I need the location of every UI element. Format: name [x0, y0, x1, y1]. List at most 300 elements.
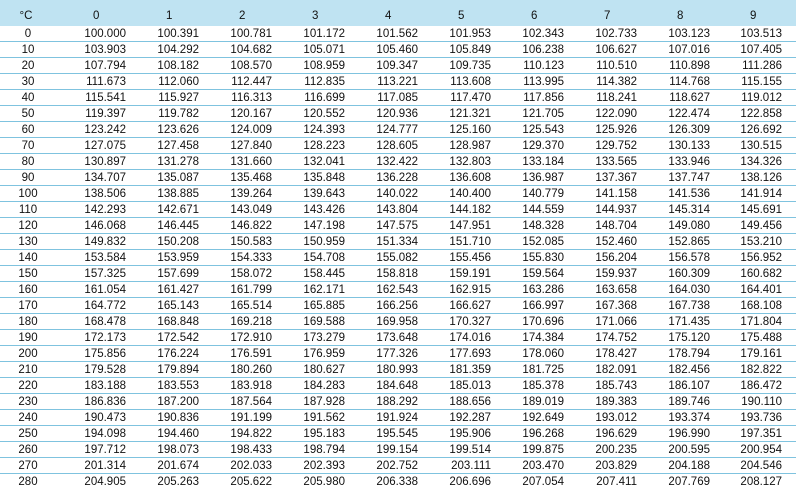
resistance-cell: 166.627 — [431, 298, 504, 314]
resistance-cell: 148.704 — [577, 218, 650, 234]
resistance-cell: 146.445 — [139, 218, 212, 234]
resistance-cell: 182.822 — [723, 362, 796, 378]
resistance-cell: 112.835 — [285, 74, 358, 90]
resistance-cell: 193.012 — [577, 410, 650, 426]
resistance-cell: 186.836 — [66, 394, 139, 410]
table-row — [0, 24, 796, 42]
header-cell-unit: °C — [0, 2, 66, 24]
resistance-cell: 189.746 — [650, 394, 723, 410]
resistance-cell: 156.578 — [650, 250, 723, 266]
resistance-cell: 157.699 — [139, 266, 212, 282]
temperature-cell: 200 — [0, 346, 66, 362]
resistance-cell: 195.906 — [431, 426, 504, 442]
resistance-cell: 161.054 — [66, 282, 139, 298]
resistance-cell: 129.370 — [504, 138, 577, 154]
resistance-cell: 183.553 — [139, 378, 212, 394]
temperature-cell: 220 — [0, 378, 66, 394]
table-row — [0, 170, 796, 186]
resistance-cell: 107.016 — [650, 42, 723, 58]
header-cell-digit: 8 — [650, 2, 723, 24]
resistance-cell: 134.326 — [723, 154, 796, 170]
resistance-cell: 129.752 — [577, 138, 650, 154]
resistance-cell: 152.460 — [577, 234, 650, 250]
resistance-cell: 106.238 — [504, 42, 577, 58]
resistance-cell: 137.367 — [577, 170, 650, 186]
table-row — [0, 362, 796, 378]
temperature-cell: 30 — [0, 74, 66, 90]
resistance-cell: 150.959 — [285, 234, 358, 250]
resistance-cell: 176.224 — [139, 346, 212, 362]
resistance-cell: 197.351 — [723, 426, 796, 442]
resistance-cell: 140.022 — [358, 186, 431, 202]
resistance-cell: 199.154 — [358, 442, 431, 458]
resistance-cell: 165.143 — [139, 298, 212, 314]
temperature-cell: 110 — [0, 202, 66, 218]
resistance-cell: 152.865 — [650, 234, 723, 250]
resistance-cell: 155.456 — [431, 250, 504, 266]
resistance-cell: 107.794 — [66, 58, 139, 74]
resistance-cell: 134.707 — [66, 170, 139, 186]
resistance-cell: 198.433 — [212, 442, 285, 458]
resistance-cell: 148.328 — [504, 218, 577, 234]
resistance-cell: 130.515 — [723, 138, 796, 154]
header-cell-digit: 2 — [212, 2, 285, 24]
resistance-cell: 161.427 — [139, 282, 212, 298]
table-row — [0, 42, 796, 58]
temperature-cell: 0 — [0, 24, 66, 42]
resistance-cell: 178.060 — [504, 346, 577, 362]
resistance-cell: 124.009 — [212, 122, 285, 138]
resistance-cell: 199.875 — [504, 442, 577, 458]
resistance-cell: 162.543 — [358, 282, 431, 298]
resistance-cell: 202.033 — [212, 458, 285, 474]
resistance-cell: 110.510 — [577, 58, 650, 74]
temperature-cell: 70 — [0, 138, 66, 154]
resistance-cell: 118.241 — [577, 90, 650, 106]
resistance-cell: 179.161 — [723, 346, 796, 362]
resistance-cell: 102.733 — [577, 24, 650, 42]
resistance-cell: 194.460 — [139, 426, 212, 442]
resistance-cell: 103.513 — [723, 24, 796, 42]
resistance-cell: 192.649 — [504, 410, 577, 426]
resistance-cell: 185.378 — [504, 378, 577, 394]
resistance-cell: 169.588 — [285, 314, 358, 330]
resistance-cell: 154.333 — [212, 250, 285, 266]
resistance-cell: 144.937 — [577, 202, 650, 218]
resistance-cell: 121.705 — [504, 106, 577, 122]
resistance-cell: 198.794 — [285, 442, 358, 458]
resistance-cell: 179.894 — [139, 362, 212, 378]
resistance-cell: 196.268 — [504, 426, 577, 442]
resistance-cell: 112.447 — [212, 74, 285, 90]
resistance-cell: 141.914 — [723, 186, 796, 202]
temperature-cell: 50 — [0, 106, 66, 122]
resistance-cell: 158.445 — [285, 266, 358, 282]
resistance-cell: 182.091 — [577, 362, 650, 378]
resistance-cell: 204.188 — [650, 458, 723, 474]
resistance-cell: 145.691 — [723, 202, 796, 218]
resistance-cell: 188.292 — [358, 394, 431, 410]
resistance-cell: 100.781 — [212, 24, 285, 42]
resistance-cell: 171.804 — [723, 314, 796, 330]
resistance-cell: 135.848 — [285, 170, 358, 186]
resistance-cell: 184.648 — [358, 378, 431, 394]
resistance-cell: 168.478 — [66, 314, 139, 330]
resistance-cell: 198.073 — [139, 442, 212, 458]
resistance-cell: 207.769 — [650, 474, 723, 486]
resistance-cell: 144.559 — [504, 202, 577, 218]
resistance-cell: 172.542 — [139, 330, 212, 346]
resistance-cell: 146.822 — [212, 218, 285, 234]
table-row — [0, 202, 796, 218]
resistance-cell: 146.068 — [66, 218, 139, 234]
resistance-cell: 189.019 — [504, 394, 577, 410]
resistance-cell: 180.627 — [285, 362, 358, 378]
temperature-cell: 270 — [0, 458, 66, 474]
resistance-cell: 151.334 — [358, 234, 431, 250]
header-cell-digit: 1 — [139, 2, 212, 24]
resistance-cell: 176.959 — [285, 346, 358, 362]
table-body — [0, 24, 796, 486]
resistance-cell: 199.514 — [431, 442, 504, 458]
resistance-cell: 191.199 — [212, 410, 285, 426]
resistance-cell: 133.184 — [504, 154, 577, 170]
resistance-cell: 187.564 — [212, 394, 285, 410]
resistance-cell: 172.910 — [212, 330, 285, 346]
resistance-cell: 131.278 — [139, 154, 212, 170]
temperature-cell: 90 — [0, 170, 66, 186]
resistance-cell: 111.673 — [66, 74, 139, 90]
resistance-cell: 120.936 — [358, 106, 431, 122]
resistance-cell: 104.682 — [212, 42, 285, 58]
resistance-cell: 205.263 — [139, 474, 212, 486]
resistance-cell: 159.937 — [577, 266, 650, 282]
resistance-cell: 118.627 — [650, 90, 723, 106]
resistance-cell: 166.256 — [358, 298, 431, 314]
table-row — [0, 218, 796, 234]
resistance-cell: 106.627 — [577, 42, 650, 58]
temperature-cell: 140 — [0, 250, 66, 266]
temperature-cell: 230 — [0, 394, 66, 410]
resistance-cell: 175.120 — [650, 330, 723, 346]
resistance-cell: 205.980 — [285, 474, 358, 486]
resistance-cell: 138.126 — [723, 170, 796, 186]
resistance-cell: 190.473 — [66, 410, 139, 426]
resistance-cell: 119.012 — [723, 90, 796, 106]
table-header — [0, 2, 796, 24]
resistance-cell: 113.608 — [431, 74, 504, 90]
resistance-cell: 147.575 — [358, 218, 431, 234]
table-row — [0, 138, 796, 154]
temperature-cell: 160 — [0, 282, 66, 298]
resistance-cell: 155.082 — [358, 250, 431, 266]
resistance-cell: 153.959 — [139, 250, 212, 266]
resistance-cell: 140.779 — [504, 186, 577, 202]
table-row — [0, 346, 796, 362]
resistance-cell: 164.030 — [650, 282, 723, 298]
resistance-cell: 100.000 — [66, 24, 139, 42]
resistance-cell: 110.123 — [504, 58, 577, 74]
resistance-cell: 157.325 — [66, 266, 139, 282]
table-row — [0, 154, 796, 170]
resistance-cell: 143.049 — [212, 202, 285, 218]
resistance-cell: 135.087 — [139, 170, 212, 186]
resistance-cell: 189.383 — [577, 394, 650, 410]
resistance-cell: 122.858 — [723, 106, 796, 122]
resistance-cell: 159.564 — [504, 266, 577, 282]
resistance-cell: 149.456 — [723, 218, 796, 234]
temperature-cell: 170 — [0, 298, 66, 314]
resistance-cell: 163.286 — [504, 282, 577, 298]
resistance-cell: 169.958 — [358, 314, 431, 330]
resistance-cell: 175.856 — [66, 346, 139, 362]
resistance-cell: 139.643 — [285, 186, 358, 202]
resistance-cell: 120.167 — [212, 106, 285, 122]
resistance-cell: 126.692 — [723, 122, 796, 138]
resistance-cell: 156.204 — [577, 250, 650, 266]
resistance-cell: 156.952 — [723, 250, 796, 266]
resistance-cell: 193.374 — [650, 410, 723, 426]
resistance-cell: 201.674 — [139, 458, 212, 474]
resistance-cell: 115.927 — [139, 90, 212, 106]
resistance-cell: 202.752 — [358, 458, 431, 474]
resistance-cell: 170.696 — [504, 314, 577, 330]
resistance-cell: 188.656 — [431, 394, 504, 410]
resistance-cell: 153.210 — [723, 234, 796, 250]
resistance-cell: 132.422 — [358, 154, 431, 170]
resistance-cell: 203.470 — [504, 458, 577, 474]
resistance-cell: 190.836 — [139, 410, 212, 426]
resistance-cell: 160.682 — [723, 266, 796, 282]
resistance-cell: 144.182 — [431, 202, 504, 218]
resistance-cell: 136.608 — [431, 170, 504, 186]
table-row — [0, 426, 796, 442]
resistance-cell: 130.897 — [66, 154, 139, 170]
resistance-cell: 122.090 — [577, 106, 650, 122]
resistance-cell: 159.191 — [431, 266, 504, 282]
resistance-cell: 103.123 — [650, 24, 723, 42]
temperature-cell: 10 — [0, 42, 66, 58]
resistance-cell: 185.743 — [577, 378, 650, 394]
table-row — [0, 282, 796, 298]
resistance-cell: 178.794 — [650, 346, 723, 362]
resistance-cell: 195.545 — [358, 426, 431, 442]
resistance-cell: 102.343 — [504, 24, 577, 42]
resistance-cell: 200.235 — [577, 442, 650, 458]
table-row — [0, 122, 796, 138]
resistance-cell: 135.468 — [212, 170, 285, 186]
resistance-cell: 132.803 — [431, 154, 504, 170]
temperature-cell: 80 — [0, 154, 66, 170]
resistance-cell: 123.626 — [139, 122, 212, 138]
resistance-cell: 119.397 — [66, 106, 139, 122]
resistance-cell: 180.993 — [358, 362, 431, 378]
resistance-cell: 125.543 — [504, 122, 577, 138]
resistance-cell: 128.605 — [358, 138, 431, 154]
resistance-cell: 121.321 — [431, 106, 504, 122]
resistance-cell: 109.735 — [431, 58, 504, 74]
resistance-cell: 195.183 — [285, 426, 358, 442]
resistance-cell: 161.799 — [212, 282, 285, 298]
header-cell-digit: 6 — [504, 2, 577, 24]
resistance-cell: 127.075 — [66, 138, 139, 154]
table-row — [0, 378, 796, 394]
resistance-cell: 117.470 — [431, 90, 504, 106]
table-row — [0, 330, 796, 346]
resistance-cell: 138.885 — [139, 186, 212, 202]
resistance-cell: 141.158 — [577, 186, 650, 202]
resistance-cell: 164.772 — [66, 298, 139, 314]
resistance-cell: 117.085 — [358, 90, 431, 106]
resistance-cell: 105.071 — [285, 42, 358, 58]
resistance-cell: 137.747 — [650, 170, 723, 186]
resistance-cell: 197.712 — [66, 442, 139, 458]
resistance-cell: 173.648 — [358, 330, 431, 346]
resistance-cell: 132.041 — [285, 154, 358, 170]
resistance-cell: 200.595 — [650, 442, 723, 458]
table-row — [0, 474, 796, 486]
resistance-cell: 133.946 — [650, 154, 723, 170]
resistance-cell: 108.959 — [285, 58, 358, 74]
resistance-cell: 205.622 — [212, 474, 285, 486]
resistance-cell: 196.629 — [577, 426, 650, 442]
resistance-cell: 203.111 — [431, 458, 504, 474]
header-cell-digit: 4 — [358, 2, 431, 24]
resistance-cell: 149.080 — [650, 218, 723, 234]
resistance-cell: 101.562 — [358, 24, 431, 42]
resistance-cell: 142.671 — [139, 202, 212, 218]
resistance-cell: 142.293 — [66, 202, 139, 218]
resistance-cell: 143.426 — [285, 202, 358, 218]
resistance-cell: 141.536 — [650, 186, 723, 202]
resistance-cell: 179.528 — [66, 362, 139, 378]
resistance-cell: 101.172 — [285, 24, 358, 42]
resistance-cell: 180.260 — [212, 362, 285, 378]
table-row — [0, 410, 796, 426]
resistance-cell: 100.391 — [139, 24, 212, 42]
resistance-cell: 108.182 — [139, 58, 212, 74]
resistance-cell: 107.405 — [723, 42, 796, 58]
temperature-cell: 40 — [0, 90, 66, 106]
resistance-cell: 194.098 — [66, 426, 139, 442]
resistance-cell: 187.200 — [139, 394, 212, 410]
resistance-cell: 115.541 — [66, 90, 139, 106]
resistance-cell: 104.292 — [139, 42, 212, 58]
resistance-cell: 150.583 — [212, 234, 285, 250]
table-row — [0, 394, 796, 410]
resistance-cell: 177.693 — [431, 346, 504, 362]
resistance-cell: 145.314 — [650, 202, 723, 218]
resistance-cell: 174.016 — [431, 330, 504, 346]
resistance-cell: 187.928 — [285, 394, 358, 410]
resistance-cell: 177.326 — [358, 346, 431, 362]
resistance-cell: 206.696 — [431, 474, 504, 486]
resistance-cell: 171.435 — [650, 314, 723, 330]
resistance-cell: 150.208 — [139, 234, 212, 250]
resistance-cell: 174.752 — [577, 330, 650, 346]
temperature-cell: 180 — [0, 314, 66, 330]
resistance-cell: 158.072 — [212, 266, 285, 282]
temperature-cell: 60 — [0, 122, 66, 138]
resistance-cell: 204.905 — [66, 474, 139, 486]
resistance-cell: 208.127 — [723, 474, 796, 486]
temperature-cell: 260 — [0, 442, 66, 458]
temperature-cell: 280 — [0, 474, 66, 486]
resistance-cell: 185.013 — [431, 378, 504, 394]
resistance-cell: 174.384 — [504, 330, 577, 346]
resistance-cell: 184.283 — [285, 378, 358, 394]
resistance-cell: 181.725 — [504, 362, 577, 378]
table-row — [0, 90, 796, 106]
resistance-cell: 200.954 — [723, 442, 796, 458]
resistance-cell: 178.427 — [577, 346, 650, 362]
temperature-cell: 250 — [0, 426, 66, 442]
header-cell-digit: 7 — [577, 2, 650, 24]
table-row — [0, 266, 796, 282]
resistance-cell: 127.840 — [212, 138, 285, 154]
resistance-cell: 125.926 — [577, 122, 650, 138]
table-row — [0, 442, 796, 458]
resistance-cell: 206.338 — [358, 474, 431, 486]
resistance-cell: 153.584 — [66, 250, 139, 266]
resistance-cell: 191.562 — [285, 410, 358, 426]
header-cell-digit: 9 — [723, 2, 796, 24]
resistance-cell: 204.546 — [723, 458, 796, 474]
resistance-cell: 114.382 — [577, 74, 650, 90]
resistance-cell: 182.456 — [650, 362, 723, 378]
temperature-cell: 20 — [0, 58, 66, 74]
table-row — [0, 250, 796, 266]
resistance-cell: 124.393 — [285, 122, 358, 138]
resistance-cell: 186.472 — [723, 378, 796, 394]
resistance-cell: 203.829 — [577, 458, 650, 474]
table-row — [0, 458, 796, 474]
resistance-cell: 133.565 — [577, 154, 650, 170]
resistance-cell: 166.997 — [504, 298, 577, 314]
resistance-cell: 169.218 — [212, 314, 285, 330]
resistance-cell: 183.918 — [212, 378, 285, 394]
resistance-cell: 167.738 — [650, 298, 723, 314]
header-cell-digit: 0 — [66, 2, 139, 24]
temperature-cell: 150 — [0, 266, 66, 282]
header-cell-digit: 3 — [285, 2, 358, 24]
resistance-cell: 207.411 — [577, 474, 650, 486]
resistance-cell: 165.885 — [285, 298, 358, 314]
resistance-cell: 122.474 — [650, 106, 723, 122]
temperature-cell: 100 — [0, 186, 66, 202]
resistance-cell: 191.924 — [358, 410, 431, 426]
resistance-cell: 149.832 — [66, 234, 139, 250]
resistance-cell: 194.822 — [212, 426, 285, 442]
resistance-cell: 175.488 — [723, 330, 796, 346]
resistance-cell: 124.777 — [358, 122, 431, 138]
resistance-cell: 170.327 — [431, 314, 504, 330]
resistance-cell: 116.313 — [212, 90, 285, 106]
table-row — [0, 58, 796, 74]
resistance-cell: 151.710 — [431, 234, 504, 250]
resistance-cell: 130.133 — [650, 138, 723, 154]
resistance-cell: 114.768 — [650, 74, 723, 90]
resistance-cell: 101.953 — [431, 24, 504, 42]
resistance-cell: 173.279 — [285, 330, 358, 346]
table-row — [0, 314, 796, 330]
resistance-cell: 147.951 — [431, 218, 504, 234]
resistance-cell: 128.987 — [431, 138, 504, 154]
header-cell-digit: 5 — [431, 2, 504, 24]
resistance-cell: 172.173 — [66, 330, 139, 346]
resistance-cell: 127.458 — [139, 138, 212, 154]
header-row — [0, 2, 796, 24]
